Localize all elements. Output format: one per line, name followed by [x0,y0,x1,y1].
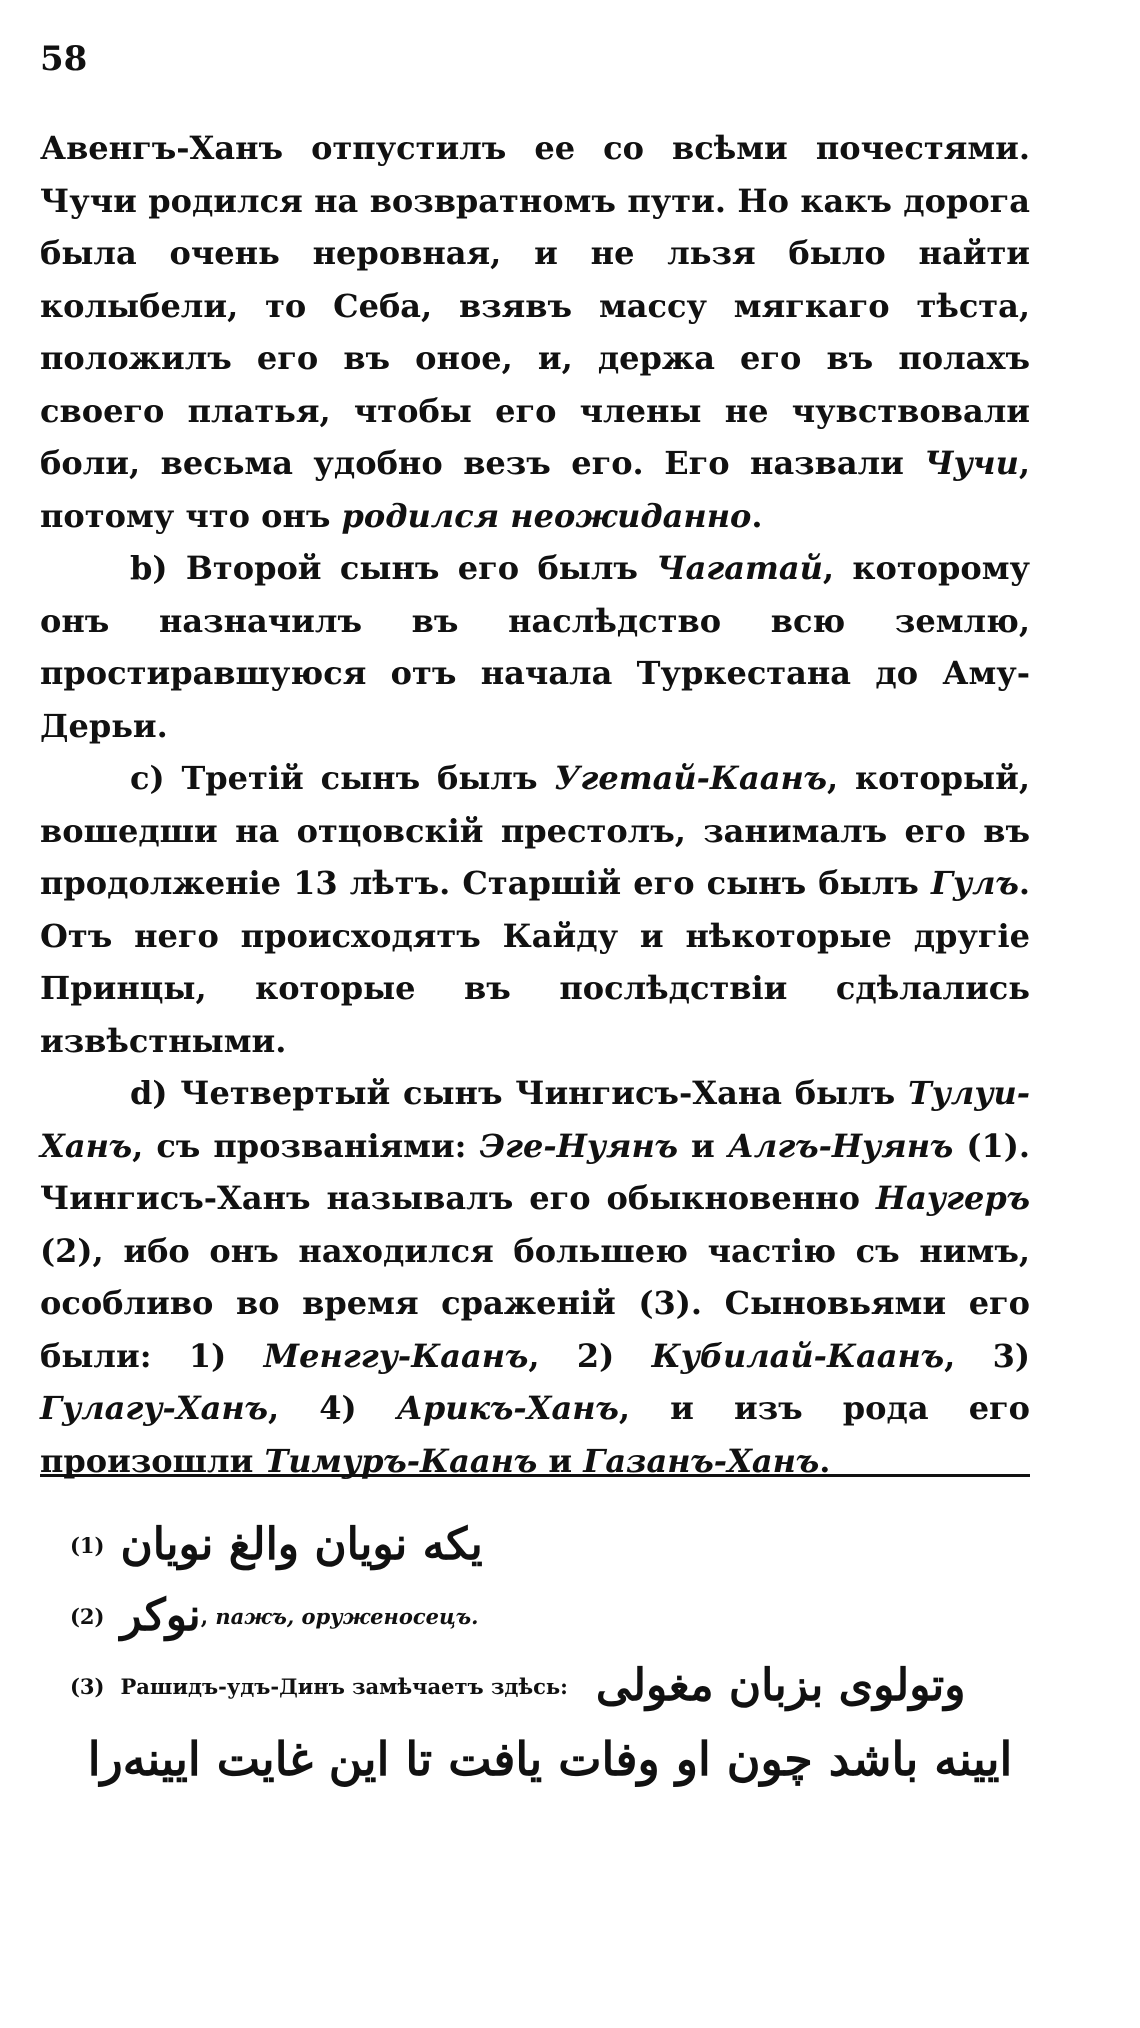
text-run: Авенгъ-Ханъ отпустилъ ее со всѣми почестями. Чучи родился на возвратномъ пути. Но какъ дорога была очень неровная, и не льзя было найти колыбели, то Себа, взявъ массу мягкаго тѣста, положилъ его въ оное, и, держа его въ полахъ своего платья, чтобы его члены не чувствовали боли, весьма удобно везъ его. Его назвали [40,129,1030,482]
italic-name: Гулагу-Ханъ [40,1389,268,1427]
italic-name: Эге-Нуянъ [479,1126,679,1165]
italic-name: Гулъ [930,864,1019,902]
text-run: (1). Чингисъ-Ханъ называлъ его обыкновенно [40,1126,1031,1217]
footnote-arabic-continuation: ايينه باشد چون او وفات يافت تا اين غايت ايينه‌را [87,1732,1013,1786]
paragraph-chagatai [40,542,1030,752]
footnote-number: (3) [70,1673,105,1699]
text-run: d) Четвертый сынъ Чингисъ-Хана былъ [130,1074,908,1112]
text-run: . Отъ него происходятъ Кайду и нѣкоторые другіе Принцы, которые въ послѣдствіи сдѣлались извѣстными. [40,864,1030,1060]
footnote-2: (2) نوكر , пажъ, оруженосецъ. [70,1590,479,1641]
text-run: и [678,1126,728,1165]
text-run: . [819,1441,831,1480]
italic-name: Кубилай-Каанъ [651,1336,945,1375]
italic-name: Тулуи-Ханъ [40,1074,1030,1165]
text-run: , съ прозваніями: [132,1126,480,1165]
text-run: , и изъ рода его произошли [40,1389,1030,1480]
italic-name: Алгъ-Нуянъ [727,1126,954,1165]
text-run: . [751,496,763,535]
italic-name: Чучи [924,444,1019,482]
text-run: , 3) [944,1336,1031,1375]
text-run: , который, вошедши на отцовскій престолъ, занималъ его въ продолженіе 13 лѣтъ. Старшій его сынъ былъ [40,759,1031,902]
text-run: c) Третій сынъ былъ [130,759,555,797]
footnote-text: пажъ, оруженосецъ. [215,1603,479,1629]
italic-name: родился неожиданно [341,496,752,535]
italic-name: Арикъ-Ханъ [396,1389,619,1427]
page-number: 58 [40,39,88,79]
footnote-arabic: وتولوى بزبان مغولى [595,1660,966,1711]
main-text [40,122,1030,1487]
italic-name: Чагатай [656,549,823,587]
text-run: и [537,1441,584,1480]
footnote-3 [70,1652,1030,1720]
footnote-arabic: نوكر [120,1590,201,1641]
text-run: , 4) [267,1389,397,1427]
footnotes [70,1510,1030,1790]
footnote-1 [70,1510,1030,1580]
footnote-arabic: يكه نويان والغ نويان [120,1519,483,1570]
italic-name: Газанъ-Ханъ [583,1441,820,1480]
italic-name: Тимуръ-Каанъ [264,1441,538,1480]
footnote-text: Рашидъ-удъ-Динъ замѣчаетъ здѣсь: [120,1673,568,1699]
footnote-number: (2) [70,1603,105,1629]
footnote-number: (1) [70,1532,105,1558]
paragraph-chuchi [40,122,1030,542]
paragraph-ugetai [40,752,1030,1067]
italic-name: Угетай-Каанъ [554,759,828,797]
text-run: , потому что онъ [40,444,1030,535]
text-run: (2), ибо онъ находился большею частію съ нимъ, особливо во время сраженій (3). Сыновьями его были: 1) [40,1231,1030,1375]
text-run: , которому онъ назначилъ въ наслѣдство всю землю, простиравшуюся отъ начала Туркестана до Аму-Дерьи. [40,549,1031,745]
italic-name: Наугеръ [875,1179,1030,1217]
text-run: b) Второй сынъ его былъ [130,549,657,587]
paragraph-tului [40,1067,1030,1487]
footnote-divider [40,1474,1030,1477]
italic-name: Менггу-Каанъ [263,1336,529,1375]
text-run: , 2) [528,1336,652,1375]
